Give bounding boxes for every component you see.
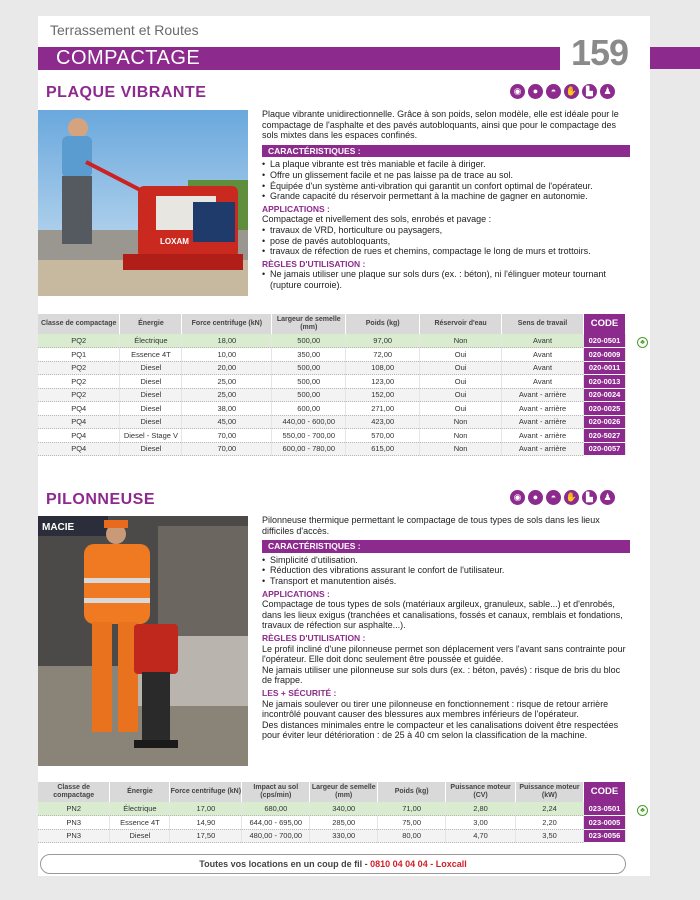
- pilon-title: PILONNEUSE: [46, 491, 156, 508]
- pilon-characteristics-heading: CARACTÉRISTIQUES :: [262, 540, 630, 553]
- table-header-row: [38, 314, 626, 334]
- column-header: Sens de travail: [502, 314, 584, 334]
- plaque-description: [262, 109, 630, 291]
- category-title: COMPACTAGE: [56, 47, 201, 69]
- column-header: Impact au sol (cps/min): [242, 782, 310, 802]
- table-cell: PN3: [38, 829, 110, 843]
- list-item: • Ne jamais utiliser une plaque sur sols durs (ex. : béton), ni l'élinguer moteur tournant (rupture courroie).: [262, 269, 630, 290]
- table-cell: 45,00: [182, 415, 272, 429]
- table-cell: PN3: [38, 816, 110, 830]
- plaque-characteristics-list: [262, 159, 630, 201]
- worker-icon: ♟: [600, 84, 615, 99]
- table-row: [38, 429, 626, 443]
- table-cell: Diesel: [120, 402, 182, 416]
- pilon-rules-text-1: Le profil incliné d'une pilonneuse permet son déplacement vers l'avant sans contrainte pour l'opérateur. Elle doit donc seulement être poussée et guidée.: [262, 643, 626, 665]
- table-cell: PQ2: [38, 375, 120, 389]
- table-cell: 2,20: [516, 816, 584, 830]
- pilon-safety-text-2: Des distances minimales entre le compacteur et les canalisations doivent être respectées pour éviter leur détérioration : de 25 à 40 cm selon la classification de la machine.: [262, 719, 619, 741]
- table-cell: Avant - arrière: [502, 388, 584, 402]
- table-cell: 500,00: [272, 361, 346, 375]
- plaque-applications-list: [262, 225, 630, 257]
- table-cell: Avant - arrière: [502, 402, 584, 416]
- table-cell: Électrique: [110, 802, 170, 816]
- table-cell: Diesel: [120, 415, 182, 429]
- table-cell: 25,00: [182, 375, 272, 389]
- table-cell: 71,00: [378, 802, 446, 816]
- table-cell: 440,00 - 600,00: [272, 415, 346, 429]
- table-cell: 3,50: [516, 829, 584, 843]
- table-header-row: [38, 782, 626, 802]
- table-cell: 123,00: [346, 375, 420, 389]
- table-cell: Avant - arrière: [502, 415, 584, 429]
- gloves-icon: ✋: [564, 84, 579, 99]
- table-cell: 75,00: [378, 816, 446, 830]
- table-cell: 350,00: [272, 348, 346, 362]
- table-cell: 70,00: [182, 442, 272, 456]
- list-item: • Simplicité d'utilisation.: [262, 555, 630, 566]
- table-cell: Non: [420, 442, 502, 456]
- column-header: Classe de compactage: [38, 782, 110, 802]
- table-cell: Électrique: [120, 334, 182, 348]
- table-cell: PQ4: [38, 415, 120, 429]
- product-code-cell: 020-0025: [583, 402, 625, 416]
- catalog-page: [38, 16, 650, 876]
- table-row: [38, 334, 626, 348]
- table-row: [38, 388, 626, 402]
- table-cell: 570,00: [346, 429, 420, 443]
- plaque-intro: Plaque vibrante unidirectionnelle. Grâce à son poids, selon modèle, elle est idéale pour le compactage de l'asphalte et des pavés autobloquants, ainsi que pour le compactage des sols mixtes dans les espaces confinés.: [262, 109, 619, 141]
- code-column-header: CODE: [583, 314, 625, 334]
- table-cell: Avant: [502, 334, 584, 348]
- footer-text: Toutes vos locations en un coup de fil -: [199, 859, 371, 869]
- table-cell: 25,00: [182, 388, 272, 402]
- column-header: Puissance moteur (CV): [446, 782, 516, 802]
- product-code-cell: 020-0009: [583, 348, 625, 362]
- product-code-cell: 023-0501: [583, 802, 625, 816]
- table-cell: 20,00: [182, 361, 272, 375]
- table-cell: 285,00: [310, 816, 378, 830]
- table-cell: 97,00: [346, 334, 420, 348]
- table-cell: Diesel: [110, 829, 170, 843]
- code-column-header: CODE: [583, 782, 625, 802]
- table-row: [38, 361, 626, 375]
- table-cell: 70,00: [182, 429, 272, 443]
- column-header: Largeur de semelle (mm): [310, 782, 378, 802]
- boots-icon: ▙: [582, 84, 597, 99]
- column-header: Largeur de semelle (mm): [272, 314, 346, 334]
- table-cell: 423,00: [346, 415, 420, 429]
- product-code-cell: 020-0013: [583, 375, 625, 389]
- table-cell: Oui: [420, 348, 502, 362]
- boots-icon: ▙: [582, 490, 597, 505]
- footer-callout: [40, 854, 626, 874]
- table-cell: 330,00: [310, 829, 378, 843]
- table-cell: 600,00 - 780,00: [272, 442, 346, 456]
- table-cell: Avant: [502, 361, 584, 375]
- product-code-cell: 020-0026: [583, 415, 625, 429]
- plaque-title: PLAQUE VIBRANTE: [46, 84, 207, 101]
- table-cell: Non: [420, 334, 502, 348]
- table-cell: Essence 4T: [120, 348, 182, 362]
- list-item: • Équipée d'un système anti-vibration qui garantit un confort optimal de l'opérateur.: [262, 181, 630, 192]
- ear-protection-icon: ◉: [510, 84, 525, 99]
- table-cell: Oui: [420, 361, 502, 375]
- table-cell: 500,00: [272, 375, 346, 389]
- table-cell: 80,00: [378, 829, 446, 843]
- column-header: Énergie: [110, 782, 170, 802]
- product-code-cell: 020-5027: [583, 429, 625, 443]
- plaque-rules-list: [262, 269, 630, 290]
- table-cell: Diesel - Stage V: [120, 429, 182, 443]
- table-cell: Essence 4T: [110, 816, 170, 830]
- pilon-safety-heading: LES + SÉCURITÉ :: [262, 687, 337, 698]
- plaque-rules-heading: RÈGLES D'UTILISATION :: [262, 258, 366, 269]
- column-header: Force centrifuge (kN): [182, 314, 272, 334]
- eco-leaf-icon: ♣: [637, 337, 648, 348]
- plaque-characteristics-heading: CARACTÉRISTIQUES :: [262, 145, 630, 158]
- pilon-safety-icons: [510, 490, 615, 505]
- table-cell: PN2: [38, 802, 110, 816]
- table-cell: Avant: [502, 375, 584, 389]
- table-cell: 500,00: [272, 334, 346, 348]
- list-item: • Offre un glissement facile et ne pas laisse pa de trace au sol.: [262, 170, 630, 181]
- table-cell: 3,00: [446, 816, 516, 830]
- helmet-icon: ◓: [546, 84, 561, 99]
- pilon-characteristics-list: [262, 555, 630, 587]
- product-code-cell: 020-0024: [583, 388, 625, 402]
- table-cell: 2,80: [446, 802, 516, 816]
- pilon-applications-heading: APPLICATIONS :: [262, 588, 330, 599]
- column-header: Classe de compactage: [38, 314, 120, 334]
- table-cell: Oui: [420, 388, 502, 402]
- table-cell: 4,70: [446, 829, 516, 843]
- pilon-rules-text-2: Ne jamais utiliser une pilonneuse sur sols durs (ex. : béton, pavés) : risque de bris du bloc de frappe.: [262, 664, 621, 686]
- table-cell: 14,90: [170, 816, 242, 830]
- table-cell: PQ4: [38, 402, 120, 416]
- table-cell: Non: [420, 429, 502, 443]
- list-item: • travaux de réfection de rues et chemins, compactage le long de murs et trottoirs.: [262, 246, 630, 257]
- column-header: Force centrifuge (kN): [170, 782, 242, 802]
- column-header: Poids (kg): [378, 782, 446, 802]
- table-cell: 480,00 - 700,00: [242, 829, 310, 843]
- table-cell: 550,00 - 700,00: [272, 429, 346, 443]
- table-cell: 10,00: [182, 348, 272, 362]
- plaque-safety-icons: [510, 84, 615, 99]
- list-item: • Grande capacité du réservoir permettant à la machine de gagner en autonomie.: [262, 191, 630, 202]
- table-cell: Non: [420, 415, 502, 429]
- footer-brand: - Loxcall: [427, 859, 467, 869]
- ear-protection-icon: ◉: [510, 490, 525, 505]
- pilon-safety-text-1: Ne jamais soulever ou tirer une pilonneuse en fonctionnement : risque de retour arrière incontrôlé pouvant causer des blessures aux membres inférieurs de l'opérateur.: [262, 698, 609, 720]
- category-banner: [38, 47, 560, 70]
- table-cell: 615,00: [346, 442, 420, 456]
- table-row: [38, 829, 626, 843]
- page-tab-bar: [650, 47, 700, 69]
- column-header: Poids (kg): [346, 314, 420, 334]
- product-code-cell: 023-0056: [583, 829, 625, 843]
- table-row: [38, 802, 626, 816]
- table-cell: PQ2: [38, 388, 120, 402]
- table-cell: 152,00: [346, 388, 420, 402]
- plaque-applications-heading: APPLICATIONS :: [262, 203, 330, 214]
- table-cell: PQ2: [38, 361, 120, 375]
- pilon-photo: [38, 516, 248, 766]
- table-cell: PQ4: [38, 429, 120, 443]
- page-number: 159: [571, 32, 629, 73]
- plaque-applications-intro: Compactage et nivellement des sols, enrobés et pavage :: [262, 214, 492, 225]
- table-cell: 340,00: [310, 802, 378, 816]
- table-cell: Avant: [502, 348, 584, 362]
- table-cell: 38,00: [182, 402, 272, 416]
- pilon-rules-heading: RÈGLES D'UTILISATION :: [262, 632, 366, 643]
- table-cell: 680,00: [242, 802, 310, 816]
- pilon-intro: Pilonneuse thermique permettant le compactage de tous types de sols dans les lieux difficiles d'accès.: [262, 515, 600, 536]
- list-item: • Réduction des vibrations assurant le confort de l'utilisateur.: [262, 565, 630, 576]
- table-cell: Diesel: [120, 375, 182, 389]
- gloves-icon: ✋: [564, 490, 579, 505]
- table-row: [38, 348, 626, 362]
- product-code-cell: 020-0057: [583, 442, 625, 456]
- product-code-cell: 023-0005: [583, 816, 625, 830]
- table-row: [38, 375, 626, 389]
- pilon-applications-text: Compactage de tous types de sols (matériaux argileux, granuleux, sable...) et d'enrobés, dans les lieux exigus (tranchées et canalisations, fossés et canaux, remblais et fondations, travaux de réfection sur asphalte...).: [262, 599, 623, 631]
- table-cell: PQ4: [38, 442, 120, 456]
- product-code-cell: 020-0011: [583, 361, 625, 375]
- table-cell: 271,00: [346, 402, 420, 416]
- table-cell: 72,00: [346, 348, 420, 362]
- table-cell: 2,24: [516, 802, 584, 816]
- section-label: Terrassement et Routes: [50, 22, 199, 38]
- list-item: • La plaque vibrante est très maniable et facile à diriger.: [262, 159, 630, 170]
- table-cell: Avant - arrière: [502, 442, 584, 456]
- table-cell: Avant - arrière: [502, 429, 584, 443]
- table-row: [38, 415, 626, 429]
- table-cell: 644,00 - 695,00: [242, 816, 310, 830]
- table-row: [38, 402, 626, 416]
- product-code-cell: 020-0501: [583, 334, 625, 348]
- table-row: [38, 816, 626, 830]
- eco-leaf-icon: ♣: [637, 805, 648, 816]
- plaque-spec-table: [38, 314, 626, 456]
- list-item: • Transport et manutention aisés.: [262, 576, 630, 587]
- photo-sign-label: MACIE: [42, 522, 75, 533]
- mask-icon: ●: [528, 490, 543, 505]
- table-cell: 500,00: [272, 388, 346, 402]
- plaque-photo: [38, 110, 248, 296]
- table-cell: Oui: [420, 375, 502, 389]
- table-cell: Diesel: [120, 442, 182, 456]
- column-header: Énergie: [120, 314, 182, 334]
- list-item: • pose de pavés autobloquants,: [262, 236, 630, 247]
- photo-brand-label: LOXAM: [160, 237, 189, 246]
- mask-icon: ●: [528, 84, 543, 99]
- worker-icon: ♟: [600, 490, 615, 505]
- table-cell: 17,50: [170, 829, 242, 843]
- table-row: [38, 442, 626, 456]
- table-cell: 17,00: [170, 802, 242, 816]
- footer-phone[interactable]: 0810 04 04 04: [370, 859, 428, 869]
- table-cell: Diesel: [120, 361, 182, 375]
- pilon-description: [262, 515, 630, 741]
- table-cell: PQ2: [38, 334, 120, 348]
- column-header: Réservoir d'eau: [420, 314, 502, 334]
- table-cell: 600,00: [272, 402, 346, 416]
- pilon-spec-table: [38, 782, 626, 843]
- list-item: • travaux de VRD, horticulture ou paysagers,: [262, 225, 630, 236]
- helmet-icon: ◓: [546, 490, 561, 505]
- table-cell: PQ1: [38, 348, 120, 362]
- table-cell: 108,00: [346, 361, 420, 375]
- table-cell: Diesel: [120, 388, 182, 402]
- column-header: Puissance moteur (kW): [516, 782, 584, 802]
- table-cell: 18,00: [182, 334, 272, 348]
- table-cell: Oui: [420, 402, 502, 416]
